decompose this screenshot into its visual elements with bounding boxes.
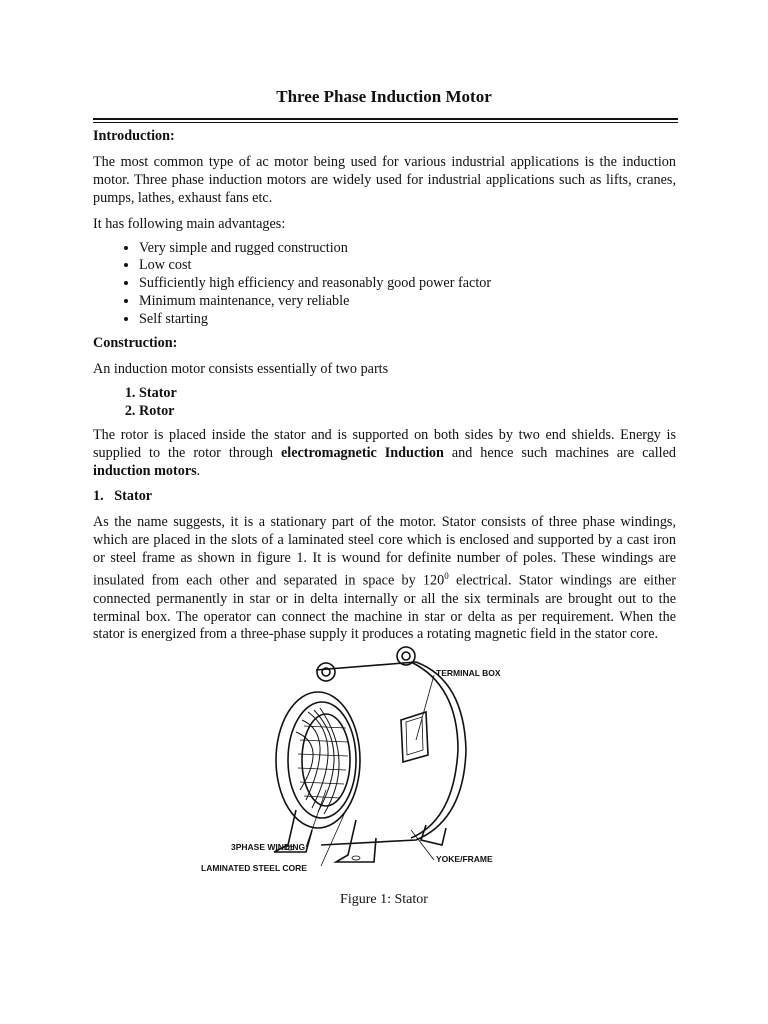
heading-text: Stator	[114, 488, 153, 505]
label-terminal-box: TERMINAL BOX	[436, 668, 501, 678]
figure-caption: Figure 1: Stator	[340, 892, 428, 907]
list-item: • Self starting	[139, 311, 676, 329]
heading-number: 1.	[93, 488, 104, 505]
title-rule-top	[93, 118, 678, 120]
construction-lead: An induction motor consists essentially of two parts	[93, 360, 389, 377]
list-item: 2. Rotor	[139, 403, 676, 421]
list-item: • Low cost	[139, 257, 676, 275]
advantages-list	[93, 240, 676, 330]
document-body	[93, 128, 676, 652]
text-run: As the name suggests, it is a stationary part of the motor. Stator consists of three phase windings, which are placed in the slots of a laminated steel core which is enclosed and supported by a cast iron or steel frame as shown in figure 1. It is wound for definite number of poles. These windings are insulated from each other and separated in space by 120	[93, 514, 676, 589]
intro-heading: Introduction:	[93, 128, 175, 144]
stator-figure	[196, 640, 526, 880]
stator-drawing	[274, 647, 466, 862]
advantages-lead: It has following main advantages:	[93, 215, 286, 232]
bold-term: electromagnetic Induction	[280, 444, 444, 461]
list-item: • Minimum maintenance, very reliable	[139, 293, 676, 311]
text-run: The rotor is placed inside the stator and is supported on both sides by two end shields. Energy is supplied to the rotor through	[93, 426, 676, 461]
leader-lines	[306, 675, 434, 866]
label-laminated-core: LAMINATED STEEL CORE	[201, 863, 307, 873]
list-item: • Very simple and rugged construction	[139, 240, 676, 258]
label-3phase-winding: 3PHASE WINDING	[231, 842, 306, 852]
bold-term: induction motors	[93, 462, 197, 479]
list-item: • Sufficiently high efficiency and reasonably good power factor	[139, 275, 676, 293]
terminal-box-leader	[416, 675, 434, 740]
stator-paragraph	[93, 514, 676, 644]
list-item: 1. Stator	[139, 385, 676, 403]
text-run: and hence such machines are called	[443, 444, 676, 461]
text-run: electrical. Stator windings are either connected permanently in star or in delta internally or all the six terminals are brought out to the terminal box. The operator can connect the machine in star or delta as per requirement. When the stator is energized from a three-phase supply it produces a rotating magnetic field in the stator core.	[93, 572, 676, 643]
construction-heading: Construction:	[93, 335, 178, 352]
intro-paragraph: The most common type of ac motor being used for various industrial applications is the induction motor. Three phase induction motors are widely used for industrial applications such as lifts, cranes, pumps, lathes, exhaust fans etc.	[93, 153, 676, 206]
stator-heading	[93, 488, 676, 506]
title-rule-bottom	[93, 122, 678, 123]
superscript: 0	[444, 571, 449, 582]
parts-list	[93, 385, 676, 421]
construction-paragraph	[93, 427, 676, 481]
page-title: Three Phase Induction Motor	[276, 87, 492, 106]
text-run: .	[196, 462, 201, 479]
label-yoke-frame: YOKE/FRAME	[436, 854, 493, 864]
